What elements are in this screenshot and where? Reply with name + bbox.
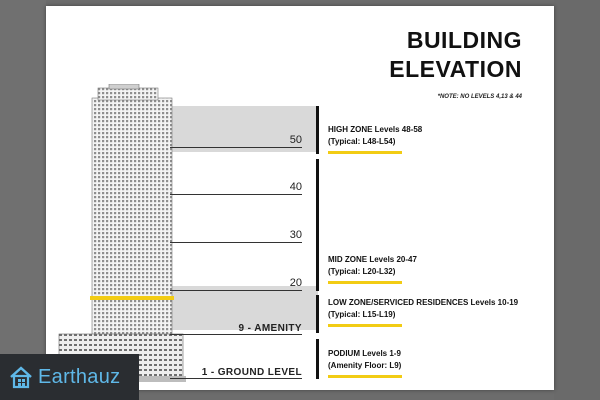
level-label-50: 50	[289, 134, 302, 146]
level-line-40	[170, 194, 302, 195]
title-line-2: ELEVATION	[389, 56, 522, 82]
mid-zone-typical: (Typical: L20-L32)	[328, 267, 396, 276]
high-zone-description	[328, 124, 422, 148]
elevation-sheet	[46, 6, 554, 390]
note-text: *NOTE: NO LEVELS 4,13 & 44	[437, 94, 522, 100]
amenity-level-label: 9 - AMENITY	[238, 323, 302, 334]
high-zone-underline	[328, 151, 402, 154]
amenity-floor-marker	[90, 296, 174, 300]
mid-zone-underline	[328, 281, 402, 284]
level-label-30: 30	[289, 229, 302, 241]
level-line-ground	[170, 378, 302, 379]
background-left	[0, 0, 46, 400]
low-zone-name: LOW ZONE/SERVICED RESIDENCES Levels 10-19	[328, 298, 519, 307]
low-zone-bar	[316, 295, 319, 333]
level-line-50	[170, 147, 302, 148]
podium-underline	[328, 375, 402, 378]
rooftop	[109, 84, 139, 89]
building-drawing	[54, 84, 186, 384]
podium-name: PODIUM Levels 1-9	[328, 349, 401, 358]
podium-description	[328, 348, 401, 372]
mid-zone-name: MID ZONE Levels 20-47	[328, 255, 417, 264]
mid-zone-description	[328, 254, 417, 278]
podium-bar	[316, 339, 319, 379]
page-title	[389, 26, 522, 84]
mid-zone-bar	[316, 159, 319, 291]
tower-body	[92, 98, 172, 340]
low-zone-description	[328, 297, 518, 321]
low-zone-typical: (Typical: L15-L19)	[328, 310, 396, 319]
low-zone-underline	[328, 324, 402, 327]
tower-crown	[98, 88, 158, 100]
background-right	[554, 0, 600, 400]
level-label-20: 20	[289, 277, 302, 289]
level-line-20	[170, 290, 302, 291]
high-zone-name: HIGH ZONE Levels 48-58	[328, 125, 423, 134]
ground-level-label: 1 - GROUND LEVEL	[201, 367, 302, 378]
level-line-amenity	[170, 334, 302, 335]
logo-text: Earthauz	[38, 365, 121, 388]
level-line-30	[170, 242, 302, 243]
high-zone-typical: (Typical: L48-L54)	[328, 137, 396, 146]
title-line-1: BUILDING	[406, 27, 522, 53]
level-label-40: 40	[289, 181, 302, 193]
earthhauz-logo	[0, 354, 139, 400]
podium-typical: (Amenity Floor: L9)	[328, 361, 402, 370]
house-icon	[8, 364, 34, 390]
high-zone-bar	[316, 106, 319, 154]
